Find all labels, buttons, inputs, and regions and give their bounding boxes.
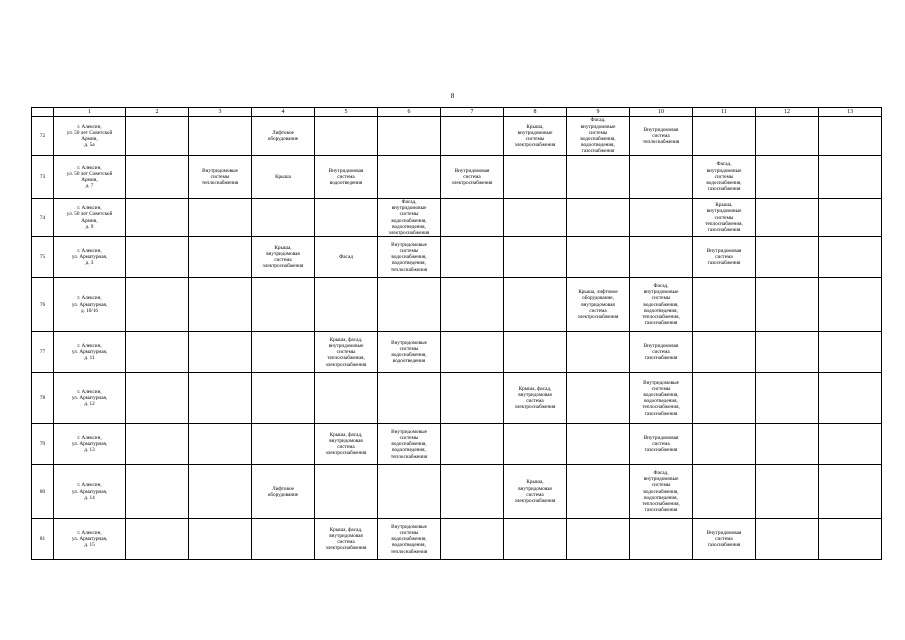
works-cell [819, 332, 882, 373]
works-cell [567, 373, 630, 424]
works-cell [819, 373, 882, 424]
row-number: 73 [32, 156, 54, 199]
works-cell: Внутридомовая система газоснабжения [630, 332, 693, 373]
works-cell: Крыша, фасад, внутридомовая система электроснабжения [504, 373, 567, 424]
empty-cell [126, 156, 189, 199]
row-number: 77 [32, 332, 54, 373]
works-cell: Крыша, лифтовое оборудование, внутридомовая система электроснабжения [567, 278, 630, 332]
works-cell [315, 199, 378, 237]
works-cell [630, 156, 693, 199]
column-header: 9 [567, 108, 630, 117]
column-header: 4 [252, 108, 315, 117]
works-cell: Крыша, фасад, внутридомовые системы теплоснабжения, электроснабжения [315, 332, 378, 373]
empty-cell [126, 117, 189, 156]
works-cell [504, 237, 567, 278]
works-cell [567, 199, 630, 237]
column-header: 3 [189, 108, 252, 117]
empty-cell [126, 465, 189, 519]
works-cell [315, 117, 378, 156]
works-cell [693, 424, 756, 465]
works-cell [441, 278, 504, 332]
works-cell [819, 465, 882, 519]
works-cell: Фасад, внутридомовые системы водоснабжения, водоотведения, газоснабжения [567, 117, 630, 156]
works-cell [756, 199, 819, 237]
works-cell [756, 117, 819, 156]
works-cell [819, 156, 882, 199]
works-cell: Крыша [252, 156, 315, 199]
row-number: 74 [32, 199, 54, 237]
works-cell [504, 199, 567, 237]
works-cell [693, 278, 756, 332]
address-cell: г. Алексин, ул. Арматурная, д. 12 [54, 373, 126, 424]
works-cell: Фасад [315, 237, 378, 278]
address-cell: г. Алексин, ул. 50 лет Советской Армии, д. 7 [54, 156, 126, 199]
works-cell [441, 199, 504, 237]
works-cell [441, 332, 504, 373]
works-cell: Внутридомовые системы теплоснабжения [189, 156, 252, 199]
table-row [32, 199, 882, 237]
column-header: 12 [756, 108, 819, 117]
works-cell: Внутридомовые системы водоснабжения, водоотведения, теплоснабжения [378, 519, 441, 560]
works-cell [378, 465, 441, 519]
works-cell [756, 373, 819, 424]
works-cell: Крыша, внутридомовая система электроснабжения [504, 465, 567, 519]
works-cell: Лифтовое оборудование [252, 117, 315, 156]
works-cell [567, 332, 630, 373]
works-cell [819, 278, 882, 332]
works-cell [441, 424, 504, 465]
empty-cell [126, 519, 189, 560]
works-cell: Внутридомовая система электроснабжения [441, 156, 504, 199]
table-row [32, 332, 882, 373]
works-cell: Фасад, внутридомовые системы водоснабжения, водоотведения, теплоснабжения, газоснабжения [630, 465, 693, 519]
works-cell [252, 424, 315, 465]
works-cell: Внутридомовая система газоснабжения [693, 237, 756, 278]
table-row [32, 373, 882, 424]
works-cell [252, 199, 315, 237]
works-cell: Крыша, внутридомовые системы электроснабжения [504, 117, 567, 156]
address-cell: г. Алексин, ул. Арматурная, д. 14 [54, 465, 126, 519]
table-row [32, 237, 882, 278]
works-cell [315, 373, 378, 424]
works-cell: Внутридомовые системы водоснабжения, водоотведения, теплоснабжения [378, 237, 441, 278]
column-header: 11 [693, 108, 756, 117]
works-cell [252, 278, 315, 332]
table-row [32, 424, 882, 465]
works-cell [441, 237, 504, 278]
page-number: 8 [450, 92, 455, 100]
works-cell [630, 199, 693, 237]
address-cell: г. Алексин, ул. Арматурная, д. 11 [54, 332, 126, 373]
repair-schedule-table [31, 107, 882, 560]
works-cell [567, 424, 630, 465]
table-row [32, 519, 882, 560]
works-cell [378, 117, 441, 156]
address-cell: г. Алексин, ул. Арматурная, д. 13 [54, 424, 126, 465]
works-cell [567, 237, 630, 278]
row-number: 78 [32, 373, 54, 424]
works-cell [693, 465, 756, 519]
works-cell [189, 237, 252, 278]
works-cell [189, 332, 252, 373]
address-cell: г. Алексин, ул. Арматурная, д. 10/16 [54, 278, 126, 332]
works-cell: Крыша, внутридомовая система электроснабжения [252, 237, 315, 278]
works-cell [567, 519, 630, 560]
works-cell [189, 278, 252, 332]
works-cell [189, 373, 252, 424]
works-cell [567, 465, 630, 519]
row-number: 72 [32, 117, 54, 156]
works-cell: Фасад, внутридомовые системы водоснабжения, водоотведения, электроснабжения [378, 199, 441, 237]
works-cell [630, 519, 693, 560]
column-header: 6 [378, 108, 441, 117]
works-cell [693, 332, 756, 373]
address-cell: г. Алексин, ул. Арматурная, д. 3 [54, 237, 126, 278]
works-cell: Крыша, фасад, внутридомовая система электроснабжения [315, 519, 378, 560]
empty-cell [126, 373, 189, 424]
works-cell [189, 465, 252, 519]
works-cell [252, 519, 315, 560]
works-cell [504, 278, 567, 332]
column-header: 5 [315, 108, 378, 117]
works-cell [504, 156, 567, 199]
row-number: 81 [32, 519, 54, 560]
works-cell: Внутридомовые системы водоснабжения, водоотведения, теплоснабжения [378, 424, 441, 465]
works-cell [504, 332, 567, 373]
row-number: 79 [32, 424, 54, 465]
works-cell: Крыша, фасад, внутридомовая система электроснабжения [315, 424, 378, 465]
row-number: 75 [32, 237, 54, 278]
works-cell [441, 373, 504, 424]
empty-cell [126, 199, 189, 237]
works-cell [819, 199, 882, 237]
table-row [32, 156, 882, 199]
table-row [32, 465, 882, 519]
works-cell [441, 465, 504, 519]
works-cell [189, 117, 252, 156]
column-header: 7 [441, 108, 504, 117]
works-cell [693, 373, 756, 424]
row-number: 76 [32, 278, 54, 332]
works-cell [441, 117, 504, 156]
works-cell: Внутридомовые системы водоснабжения, водоотведения [378, 332, 441, 373]
works-cell [315, 278, 378, 332]
address-cell: г. Алексин, ул. 50 лет Советской Армии, д. 5а [54, 117, 126, 156]
works-cell [504, 519, 567, 560]
column-header: 8 [504, 108, 567, 117]
works-cell [756, 465, 819, 519]
works-cell [567, 156, 630, 199]
works-cell [756, 156, 819, 199]
works-cell: Внутридомовая система теплоснабжения [630, 117, 693, 156]
works-cell [504, 424, 567, 465]
works-cell [819, 424, 882, 465]
works-cell [252, 373, 315, 424]
works-cell [756, 424, 819, 465]
works-cell [630, 237, 693, 278]
works-cell [315, 465, 378, 519]
works-cell [378, 373, 441, 424]
empty-cell [126, 278, 189, 332]
works-cell [756, 278, 819, 332]
column-header: 10 [630, 108, 693, 117]
column-header: 1 [54, 108, 126, 117]
works-cell [756, 519, 819, 560]
address-cell: г. Алексин, ул. Арматурная, д. 15 [54, 519, 126, 560]
header-row [32, 108, 882, 117]
works-cell [756, 332, 819, 373]
works-cell [819, 237, 882, 278]
works-cell [441, 519, 504, 560]
works-cell [189, 519, 252, 560]
works-cell: Фасад, внутридомовые системы водоснабжения, газоснабжения [693, 156, 756, 199]
works-cell [819, 117, 882, 156]
works-cell [756, 237, 819, 278]
works-cell: Крыша, внутридомовые системы теплоснабжения, газоснабжения [693, 199, 756, 237]
works-cell [252, 332, 315, 373]
works-cell [189, 199, 252, 237]
address-cell: г. Алексин, ул. 50 лет Советской Армии, д. 9 [54, 199, 126, 237]
works-cell: Внутридомовая система газоснабжения [630, 424, 693, 465]
table-row [32, 278, 882, 332]
works-cell [378, 156, 441, 199]
empty-cell [126, 237, 189, 278]
works-cell: Внутридомовая система водоотведения [315, 156, 378, 199]
works-cell: Лифтовое оборудование [252, 465, 315, 519]
works-cell [819, 519, 882, 560]
empty-cell [126, 424, 189, 465]
row-number: 80 [32, 465, 54, 519]
empty-cell [126, 332, 189, 373]
works-cell [189, 424, 252, 465]
row-number-header [32, 108, 54, 117]
works-cell: Внутридомовые системы водоснабжения, водоотведения, теплоснабжения, газоснабжения [630, 373, 693, 424]
works-cell [693, 117, 756, 156]
table-row [32, 117, 882, 156]
works-cell [378, 278, 441, 332]
column-header: 13 [819, 108, 882, 117]
works-cell: Внутридомовая система газоснабжения [693, 519, 756, 560]
works-cell: Фасад, внутридомовые системы водоснабжения, водоотведения, теплоснабжения, газоснабжения [630, 278, 693, 332]
column-header: 2 [126, 108, 189, 117]
